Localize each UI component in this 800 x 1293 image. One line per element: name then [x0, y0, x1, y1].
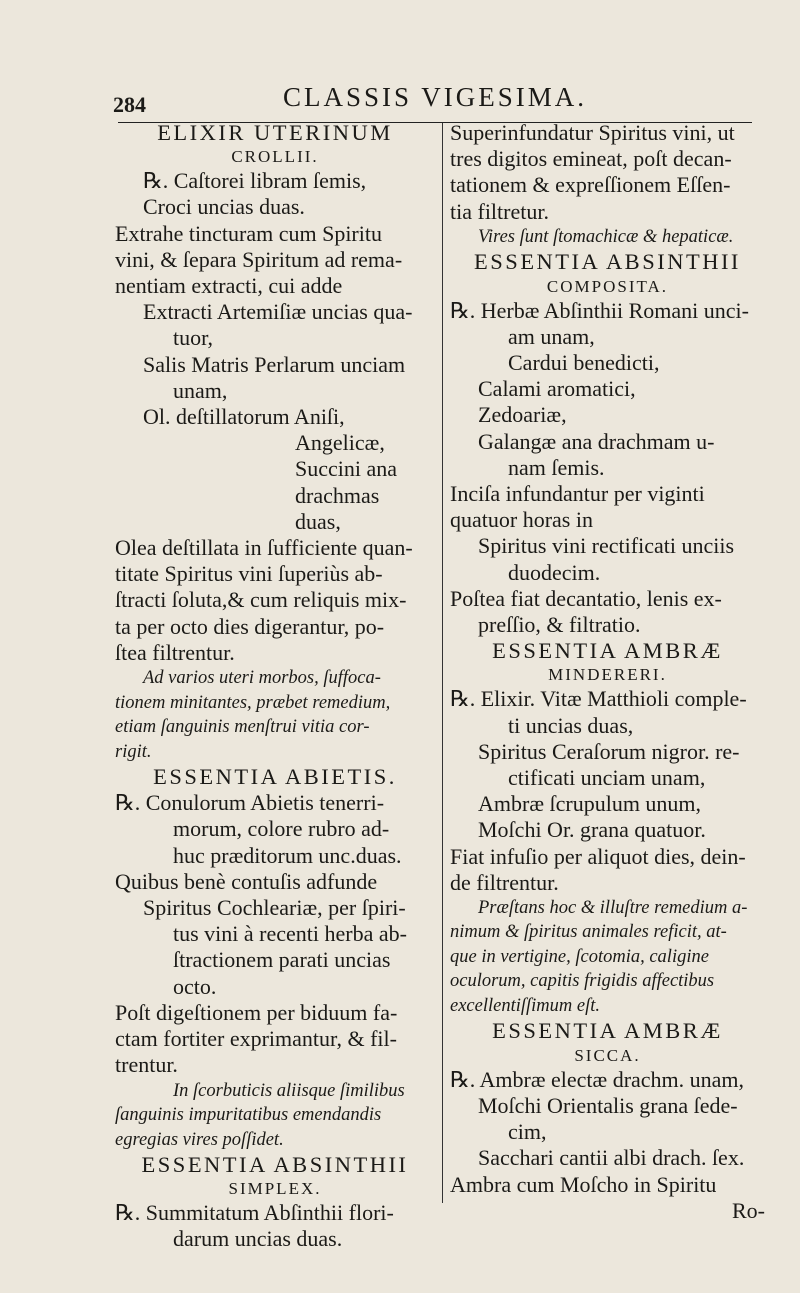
text-line: de filtrentur.	[450, 869, 559, 895]
section-heading: ESSENTIA ABSINTHII	[474, 249, 741, 275]
text-line: vini, & ſepara Spiritum ad rema-	[115, 246, 403, 272]
text-line: ſtea filtrentur.	[115, 639, 235, 665]
text-line: morum, colore rubro ad-	[173, 816, 390, 842]
text-line: unam,	[173, 377, 228, 403]
text-line: Spiritus vini rectificati unciis	[478, 533, 735, 559]
text-line: darum uncias duas.	[173, 1226, 343, 1252]
text-line: Sacchari cantii albi drach. ſex.	[478, 1145, 745, 1171]
text-line: ℞. Caſtorei libram ſemis,	[143, 168, 367, 194]
section-heading: ESSENTIA ABIETIS.	[153, 764, 397, 790]
text-line: quatuor horas in	[450, 507, 593, 533]
text-line: tres digitos emineat, poſt decan-	[450, 146, 732, 172]
text-line: ℞. Ambræ electæ drachm. unam,	[450, 1066, 745, 1092]
text-line: tus vini à recenti herba ab-	[173, 921, 407, 947]
section-heading: ESSENTIA AMBRÆ	[492, 638, 723, 664]
text-line: Vires ſunt ſtomachicæ & hepaticæ.	[478, 226, 734, 247]
text-line: Ro-	[732, 1197, 765, 1223]
text-line: tia filtretur.	[450, 198, 549, 224]
page-number: 284	[113, 92, 146, 117]
text-line: Extrahe tincturam cum Spiritu	[115, 220, 382, 246]
text-line: Moſchi Or. grana quatuor.	[478, 817, 706, 843]
text-line: ℞. Elixir. Vitæ Matthioli comple-	[450, 686, 747, 712]
text-line: huc præditorum unc.duas.	[173, 842, 402, 868]
text-line: Zedoariæ,	[478, 402, 567, 428]
text-line: tionem minitantes, præbet remedium,	[115, 692, 391, 713]
text-line: ti uncias duas,	[508, 712, 634, 738]
section-subheading: SIMPLEX.	[228, 1179, 322, 1199]
section-heading: ESSENTIA ABSINTHII	[141, 1152, 409, 1177]
text-line: Quibus benè contuſis adfunde	[115, 868, 378, 894]
text-line: Poſtea fiat decantatio, lenis ex-	[450, 585, 722, 611]
text-line: ſanguinis impuritatibus emendandis	[115, 1105, 382, 1125]
text-line: Ambræ ſcrupulum unum,	[478, 791, 702, 817]
text-line: egregias vires poſſidet.	[115, 1129, 284, 1150]
text-line: drachmas	[295, 482, 380, 508]
section-heading: ELIXIR UTERINUM	[157, 120, 393, 145]
text-line: Cardui benedicti,	[508, 349, 660, 375]
text-line: Moſchi Orientalis grana ſede-	[478, 1092, 738, 1118]
text-line: ta per octo dies digerantur, po-	[115, 613, 385, 639]
text-line: ctificati unciam unam,	[508, 764, 706, 790]
column-divider	[442, 123, 443, 1203]
text-line: Ambra cum Moſcho in Spiritu	[450, 1171, 717, 1197]
text-line: Poſt digeſtionem per biduum fa-	[115, 999, 398, 1025]
text-line: duas,	[295, 508, 341, 534]
text-line: que in vertigine, ſcotomia, caligine	[450, 946, 709, 967]
text-line: Spiritus Ceraſorum nigror. re-	[478, 738, 740, 764]
section-subheading: SICCA.	[574, 1045, 641, 1065]
text-line: am unam,	[508, 323, 595, 349]
text-line: Præſtans hoc & illuſtre remedium a-	[478, 897, 748, 918]
text-line: Angelicæ,	[295, 430, 385, 456]
text-line: Succini ana	[295, 456, 398, 482]
text-line: ℞. Herbæ Abſinthii Romani unci-	[450, 297, 749, 323]
text-line: oculorum, capitis frigidis affectibus	[450, 971, 715, 992]
text-line: Ad varios uteri morbos, ſuffoca-	[143, 668, 381, 689]
right-column	[450, 120, 765, 1224]
section-subheading: CROLLII.	[231, 147, 319, 167]
text-line: etiam ſanguinis menſtrui vitia cor-	[115, 717, 370, 738]
text-line: nimum & ſpiritus animales reficit, at-	[450, 922, 727, 943]
text-line: Galangæ ana drachmam u-	[478, 428, 715, 454]
section-subheading: MINDERERI.	[548, 665, 667, 685]
text-line: Spiritus Cochleariæ, per ſpiri-	[143, 895, 406, 921]
section-subheading: COMPOSITA.	[546, 276, 669, 296]
text-line: Superinfundatur Spiritus vini, ut	[450, 120, 735, 145]
text-line: preſſio, & filtratio.	[478, 611, 641, 637]
text-line: tuor,	[173, 325, 214, 351]
page-header	[113, 82, 760, 116]
text-line: In ſcorbuticis aliisque ſimilibus	[173, 1080, 405, 1101]
text-line: nam ſemis.	[508, 454, 605, 480]
running-title: CLASSIS VIGESIMA.	[283, 82, 588, 112]
text-line: Extracti Artemiſiæ uncias qua-	[143, 299, 413, 325]
text-line: Croci uncias duas.	[143, 194, 305, 220]
text-line: Inciſa infundantur per viginti	[450, 480, 705, 506]
text-line: Fiat infuſio per aliquot dies, dein-	[450, 843, 746, 869]
text-line: Calami aromatici,	[478, 376, 636, 402]
text-line: rigit.	[115, 741, 152, 762]
text-line: ℞. Conulorum Abietis tenerri-	[115, 790, 385, 816]
text-line: Olea deſtillata in ſufficiente quan-	[115, 535, 413, 561]
section-heading: ESSENTIA AMBRÆ	[492, 1018, 723, 1044]
text-line: trentur.	[115, 1052, 178, 1078]
text-line: excellentiſſimum eſt.	[450, 995, 600, 1016]
text-line: ſtractionem parati uncias	[173, 947, 391, 973]
text-line: ſtracti ſoluta,& cum reliquis mix-	[115, 587, 407, 613]
text-line: ℞. Summitatum Abſinthii flori-	[115, 1200, 394, 1226]
text-line: ctam fortiter exprimantur, & fil-	[115, 1026, 397, 1052]
text-line: tationem & expreſſionem Eſſen-	[450, 172, 731, 198]
text-line: Ol. deſtillatorum Aniſi,	[143, 404, 345, 430]
text-line: titate Spiritus vini ſuperiùs ab-	[115, 561, 383, 587]
text-line: Salis Matris Perlarum unciam	[143, 351, 406, 377]
text-line: cim,	[508, 1119, 547, 1145]
text-line: octo.	[173, 973, 217, 999]
text-line: duodecim.	[508, 559, 601, 585]
left-column	[115, 120, 435, 1253]
text-line: nentiam extracti, cui adde	[115, 273, 343, 299]
